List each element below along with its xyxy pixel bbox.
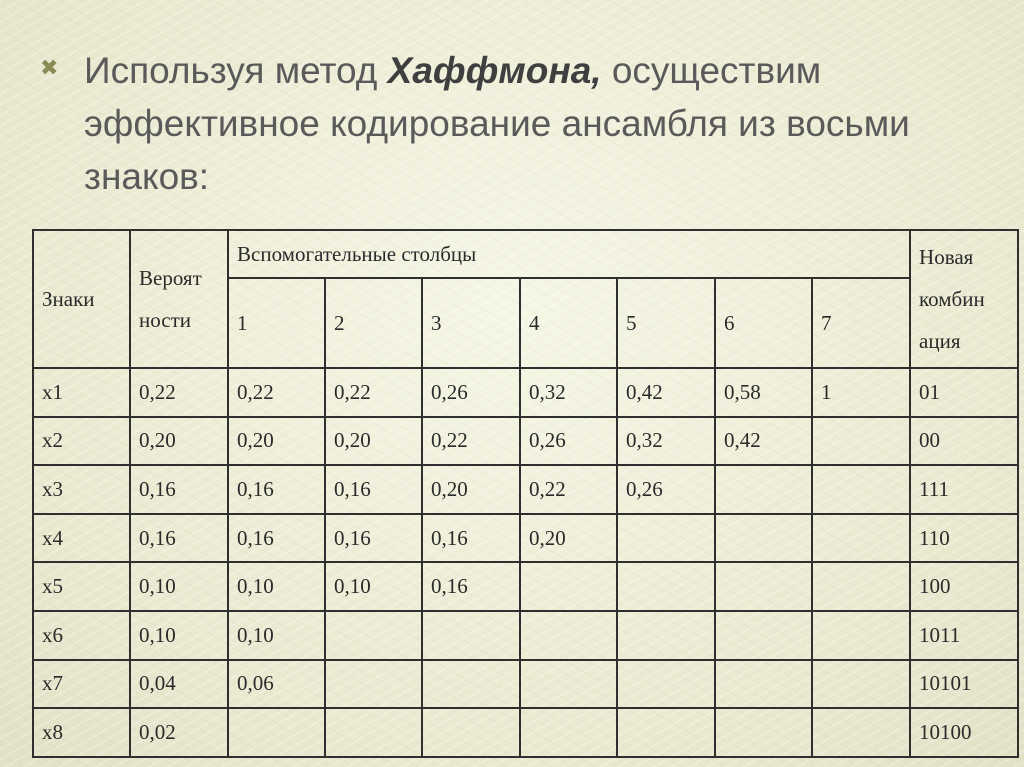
- aux-col-number: 6: [715, 278, 812, 368]
- row-aux-value: [228, 708, 325, 757]
- row-sign: x8: [33, 708, 130, 757]
- intro-text: [84, 44, 1000, 203]
- aux-col-number: 5: [617, 278, 715, 368]
- row-aux-value: 0,20: [520, 514, 617, 563]
- row-sign: x6: [33, 611, 130, 660]
- row-aux-value: 0,16: [422, 562, 520, 611]
- row-aux-value: 0,58: [715, 368, 812, 417]
- row-aux-value: [617, 708, 715, 757]
- table-row: [33, 562, 1018, 611]
- row-aux-value: [617, 562, 715, 611]
- table-row: [33, 708, 1018, 757]
- intro-method-name: Хаффмона,: [387, 50, 602, 91]
- row-aux-value: [617, 611, 715, 660]
- row-aux-value: 0,16: [422, 514, 520, 563]
- row-probability: 0,10: [130, 611, 228, 660]
- row-probability: 0,16: [130, 465, 228, 514]
- x-mark-bullet-icon: ✖: [40, 56, 59, 81]
- row-code: 10100: [910, 708, 1018, 757]
- row-probability: 0,16: [130, 514, 228, 563]
- aux-col-number: 3: [422, 278, 520, 368]
- table-row: [33, 368, 1018, 417]
- row-sign: x1: [33, 368, 130, 417]
- header-probability: Вероят ности: [130, 230, 228, 368]
- row-code: 10101: [910, 660, 1018, 709]
- row-aux-value: [812, 708, 910, 757]
- aux-col-number: 4: [520, 278, 617, 368]
- row-aux-value: 0,32: [617, 417, 715, 466]
- row-aux-value: 0,20: [422, 465, 520, 514]
- intro-after: осуществим эффективное кодирование ансамбля из восьми знаков:: [84, 50, 910, 197]
- row-aux-value: 0,22: [228, 368, 325, 417]
- row-aux-value: [715, 660, 812, 709]
- table-row: [33, 611, 1018, 660]
- row-aux-value: 0,16: [228, 514, 325, 563]
- row-aux-value: [812, 660, 910, 709]
- row-code: 00: [910, 417, 1018, 466]
- intro-bullet: [40, 44, 1000, 203]
- row-aux-value: [325, 708, 422, 757]
- row-code: 01: [910, 368, 1018, 417]
- row-sign: x3: [33, 465, 130, 514]
- row-aux-value: 0,20: [228, 417, 325, 466]
- row-aux-value: 0,06: [228, 660, 325, 709]
- row-aux-value: [812, 514, 910, 563]
- huffman-table: [32, 229, 1019, 758]
- row-code: 110: [910, 514, 1018, 563]
- row-aux-value: 0,26: [520, 417, 617, 466]
- row-aux-value: [520, 611, 617, 660]
- table-row: [33, 417, 1018, 466]
- row-aux-value: 1: [812, 368, 910, 417]
- row-aux-value: 0,10: [228, 562, 325, 611]
- row-aux-value: [812, 611, 910, 660]
- row-aux-value: [422, 660, 520, 709]
- row-aux-value: [812, 465, 910, 514]
- row-sign: x2: [33, 417, 130, 466]
- aux-col-number: 7: [812, 278, 910, 368]
- row-aux-value: [325, 660, 422, 709]
- row-aux-value: 0,22: [325, 368, 422, 417]
- row-probability: 0,22: [130, 368, 228, 417]
- table-row: [33, 514, 1018, 563]
- row-aux-value: [812, 562, 910, 611]
- row-aux-value: 0,22: [422, 417, 520, 466]
- row-aux-value: [715, 465, 812, 514]
- row-code: 111: [910, 465, 1018, 514]
- header-row-top: [33, 230, 1018, 278]
- row-sign: x4: [33, 514, 130, 563]
- row-aux-value: [715, 562, 812, 611]
- row-aux-value: [715, 708, 812, 757]
- row-aux-value: [520, 562, 617, 611]
- row-probability: 0,20: [130, 417, 228, 466]
- row-aux-value: 0,10: [325, 562, 422, 611]
- row-aux-value: [520, 660, 617, 709]
- row-aux-value: 0,26: [422, 368, 520, 417]
- row-aux-value: 0,22: [520, 465, 617, 514]
- table-body: [33, 230, 1018, 757]
- row-sign: x7: [33, 660, 130, 709]
- row-aux-value: 0,42: [617, 368, 715, 417]
- row-aux-value: 0,10: [228, 611, 325, 660]
- row-aux-value: [325, 611, 422, 660]
- intro-before: Используя метод: [84, 50, 388, 91]
- row-aux-value: [422, 708, 520, 757]
- row-aux-value: [715, 611, 812, 660]
- row-code: 100: [910, 562, 1018, 611]
- row-aux-value: 0,20: [325, 417, 422, 466]
- row-aux-value: [617, 660, 715, 709]
- row-sign: x5: [33, 562, 130, 611]
- row-aux-value: [422, 611, 520, 660]
- row-aux-value: 0,16: [228, 465, 325, 514]
- aux-col-number: 1: [228, 278, 325, 368]
- row-aux-value: 0,26: [617, 465, 715, 514]
- row-aux-value: 0,16: [325, 465, 422, 514]
- header-new-combination: Новая комбин ация: [910, 230, 1018, 368]
- row-aux-value: 0,16: [325, 514, 422, 563]
- row-aux-value: 0,32: [520, 368, 617, 417]
- row-aux-value: [520, 708, 617, 757]
- row-code: 1011: [910, 611, 1018, 660]
- table-row: [33, 465, 1018, 514]
- row-aux-value: 0,42: [715, 417, 812, 466]
- row-aux-value: [617, 514, 715, 563]
- header-aux-columns: Вспомогательные столбцы: [228, 230, 910, 278]
- row-probability: 0,10: [130, 562, 228, 611]
- aux-col-number: 2: [325, 278, 422, 368]
- row-probability: 0,02: [130, 708, 228, 757]
- row-probability: 0,04: [130, 660, 228, 709]
- header-signs: Знаки: [33, 230, 130, 368]
- table-row: [33, 660, 1018, 709]
- row-aux-value: [812, 417, 910, 466]
- row-aux-value: [715, 514, 812, 563]
